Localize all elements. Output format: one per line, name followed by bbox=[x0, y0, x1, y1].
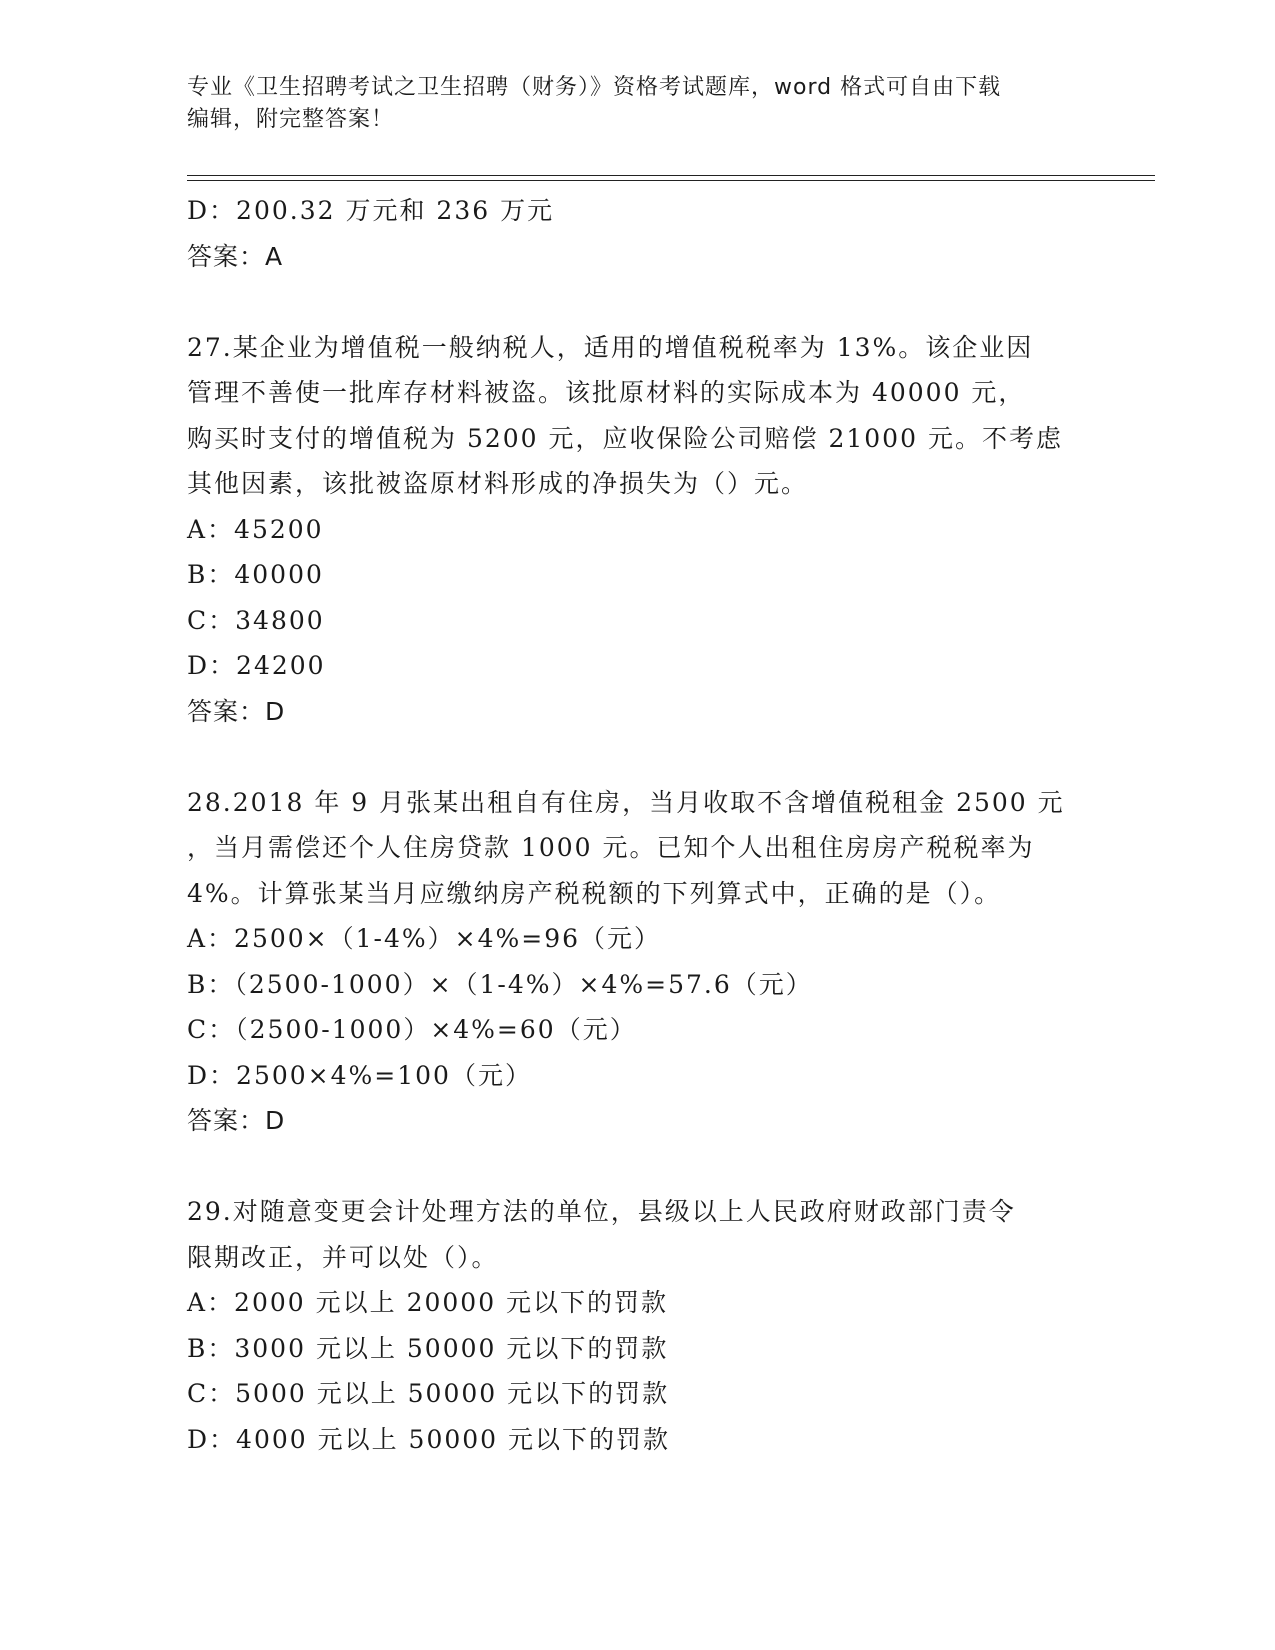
prev-option-d: D：200.32 万元和 236 万元 bbox=[187, 196, 555, 225]
question-text-line: 管理不善使一批库存材料被盗。该批原材料的实际成本为 40000 元， bbox=[187, 378, 1026, 407]
option-c: C：34800 bbox=[187, 605, 325, 635]
option-b: B：40000 bbox=[187, 560, 324, 589]
header-line-1: 专业《卫生招聘考试之卫生招聘（财务）》资格考试题库，word 格式可自由下载 bbox=[187, 75, 1002, 100]
question-27 bbox=[187, 325, 1087, 735]
question-text-line: 27.某企业为增值税一般纳税人，适用的增值税税率为 13%。该企业因 bbox=[187, 332, 1034, 362]
option-d: D：2500×4%=100（元） bbox=[187, 1060, 532, 1090]
spacer bbox=[187, 279, 1087, 325]
answer: 答案：D bbox=[187, 1106, 286, 1135]
option-c: C：5000 元以上 50000 元以下的罚款 bbox=[187, 1379, 670, 1408]
question-content bbox=[187, 188, 1087, 1462]
question-text-line: 购买时支付的增值税为 5200 元，应收保险公司赔偿 21000 元。不考虑 bbox=[187, 423, 1063, 453]
option-b: B：3000 元以上 50000 元以下的罚款 bbox=[187, 1333, 669, 1363]
question-text-line: 29.对随意变更会计处理方法的单位，县级以上人民政府财政部门责令 bbox=[187, 1197, 1016, 1226]
question-29 bbox=[187, 1189, 1087, 1462]
option-d: D：24200 bbox=[187, 651, 326, 680]
header-line-2: 编辑，附完整答案！ bbox=[187, 107, 395, 132]
question-text-line: 28.2018 年 9 月张某出租自有住房，当月收取不含增值税租金 2500 元 bbox=[187, 787, 1065, 817]
answer: 答案：D bbox=[187, 696, 286, 726]
spacer bbox=[187, 734, 1087, 780]
document-header bbox=[187, 72, 1087, 136]
spacer bbox=[187, 1144, 1087, 1190]
option-a: A：2500×（1-4%）×4%=96（元） bbox=[187, 924, 662, 953]
question-text-line: 限期改正，并可以处（）。 bbox=[187, 1242, 499, 1272]
option-a: A：2000 元以上 20000 元以下的罚款 bbox=[187, 1288, 669, 1317]
prev-answer: 答案：A bbox=[187, 241, 284, 271]
option-b: B：（2500-1000）×（1-4%）×4%=57.6（元） bbox=[187, 969, 813, 999]
header-divider-1 bbox=[187, 175, 1155, 176]
option-d: D：4000 元以上 50000 元以下的罚款 bbox=[187, 1424, 671, 1454]
option-c: C：（2500-1000）×4%=60（元） bbox=[187, 1015, 637, 1044]
header-divider-2 bbox=[187, 180, 1155, 181]
question-28 bbox=[187, 780, 1087, 1144]
question-text-line: 其他因素，该批被盗原材料形成的净损失为（）元。 bbox=[187, 469, 809, 498]
question-text-line: 4%。计算张某当月应缴纳房产税税额的下列算式中，正确的是（）。 bbox=[187, 878, 1002, 908]
question-text-line: ，当月需偿还个人住房贷款 1000 元。已知个人出租住房房产税税率为 bbox=[187, 833, 1035, 862]
option-a: A：45200 bbox=[187, 514, 324, 544]
